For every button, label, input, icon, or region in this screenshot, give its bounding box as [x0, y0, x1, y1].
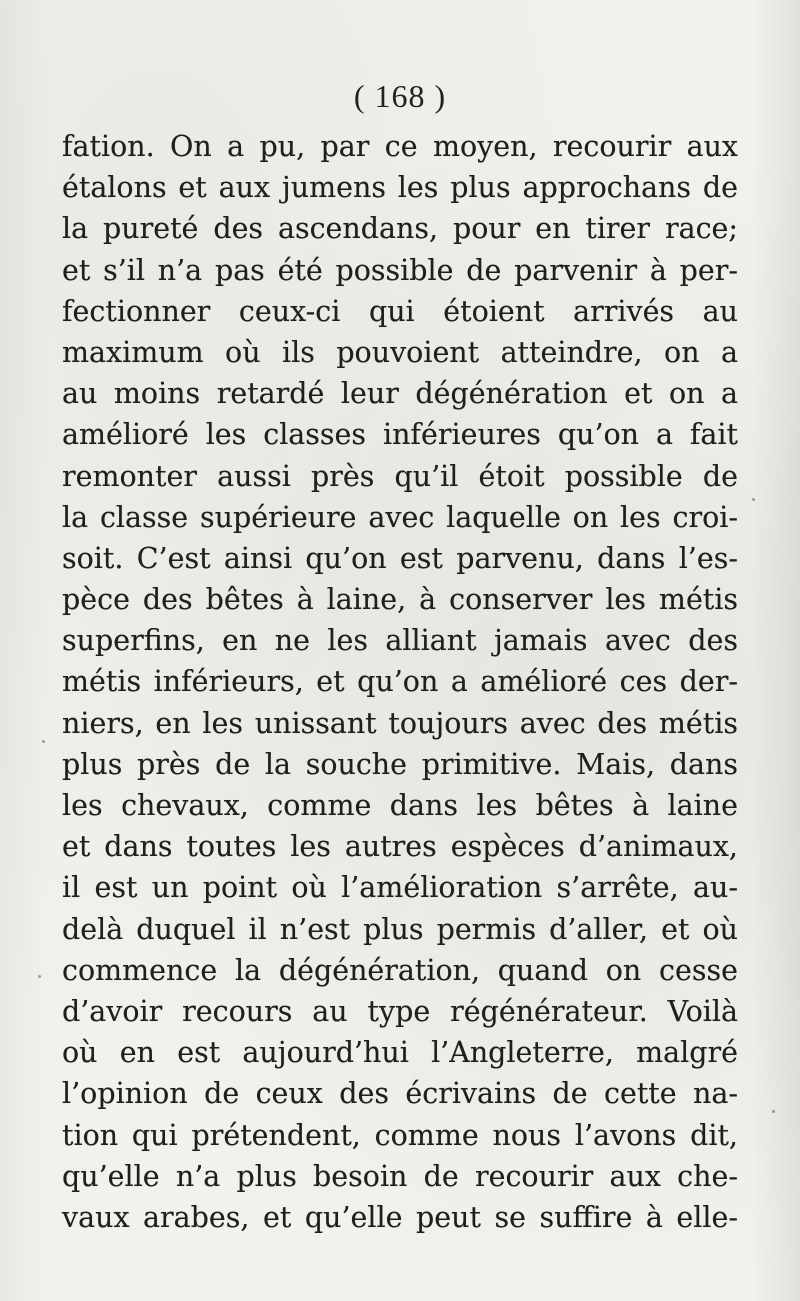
paper-speck: [752, 498, 755, 501]
text-line: il est un point où l’amélioration s’arrête, au-: [62, 871, 738, 905]
text-line: tion qui prétendent, comme nous l’avons dit,: [62, 1118, 738, 1152]
paper-speck: [38, 975, 41, 978]
text-line: plus près de la souche primitive. Mais, dans: [62, 747, 738, 781]
text-line: la pureté des ascendans, pour en tirer race;: [62, 212, 738, 246]
text-line: et s’il n’a pas été possible de parvenir à per-: [62, 253, 738, 287]
text-line: pèce des bêtes à laine, à conserver les métis: [62, 583, 738, 617]
page-number: ( 168 ): [353, 78, 447, 114]
text-line: la classe supérieure avec laquelle on les croi-: [62, 500, 738, 534]
paper-speck: [42, 740, 45, 743]
text-line: superfins, en ne les alliant jamais avec des: [62, 624, 738, 658]
text-line: commence la dégénération, quand on cesse: [62, 953, 738, 987]
text-line: d’avoir recours au type régénérateur. Voilà: [62, 994, 738, 1028]
text-line: les chevaux, comme dans les bêtes à laine: [62, 789, 738, 822]
text-line: au moins retardé leur dégénération et on a: [62, 377, 738, 411]
text-line: vaux arabes, et qu’elle peut se suffire à elle-: [62, 1200, 738, 1234]
text-line: maximum où ils pouvoient atteindre, on a: [62, 335, 738, 369]
text-line: qu’elle n’a plus besoin de recourir aux che-: [62, 1159, 738, 1193]
body-text: [62, 126, 738, 1238]
text-line: soit. C’est ainsi qu’on est parvenu, dans l’es-: [62, 541, 738, 575]
text-line: fectionner ceux-ci qui étoient arrivés au: [62, 294, 738, 328]
text-line: et dans toutes les autres espèces d’animaux,: [62, 830, 738, 864]
text-line: amélioré les classes inférieures qu’on a fait: [62, 418, 738, 452]
text-line: niers, en les unissant toujours avec des métis: [62, 706, 738, 740]
text-line: delà duquel il n’est plus permis d’aller, et où: [62, 912, 738, 946]
text-line: remonter aussi près qu’il étoit possible de: [62, 459, 738, 493]
text-line: métis inférieurs, et qu’on a amélioré ces der-: [62, 665, 738, 699]
text-line: étalons et aux jumens les plus approchans de: [62, 171, 738, 205]
text-line: où en est aujourd’hui l’Angleterre, malgré: [62, 1036, 738, 1070]
text-line: fation. On a pu, par ce moyen, recourir aux: [62, 130, 738, 163]
text-line: l’opinion de ceux des écrivains de cette na-: [62, 1077, 738, 1111]
paper-speck: [772, 1110, 775, 1113]
